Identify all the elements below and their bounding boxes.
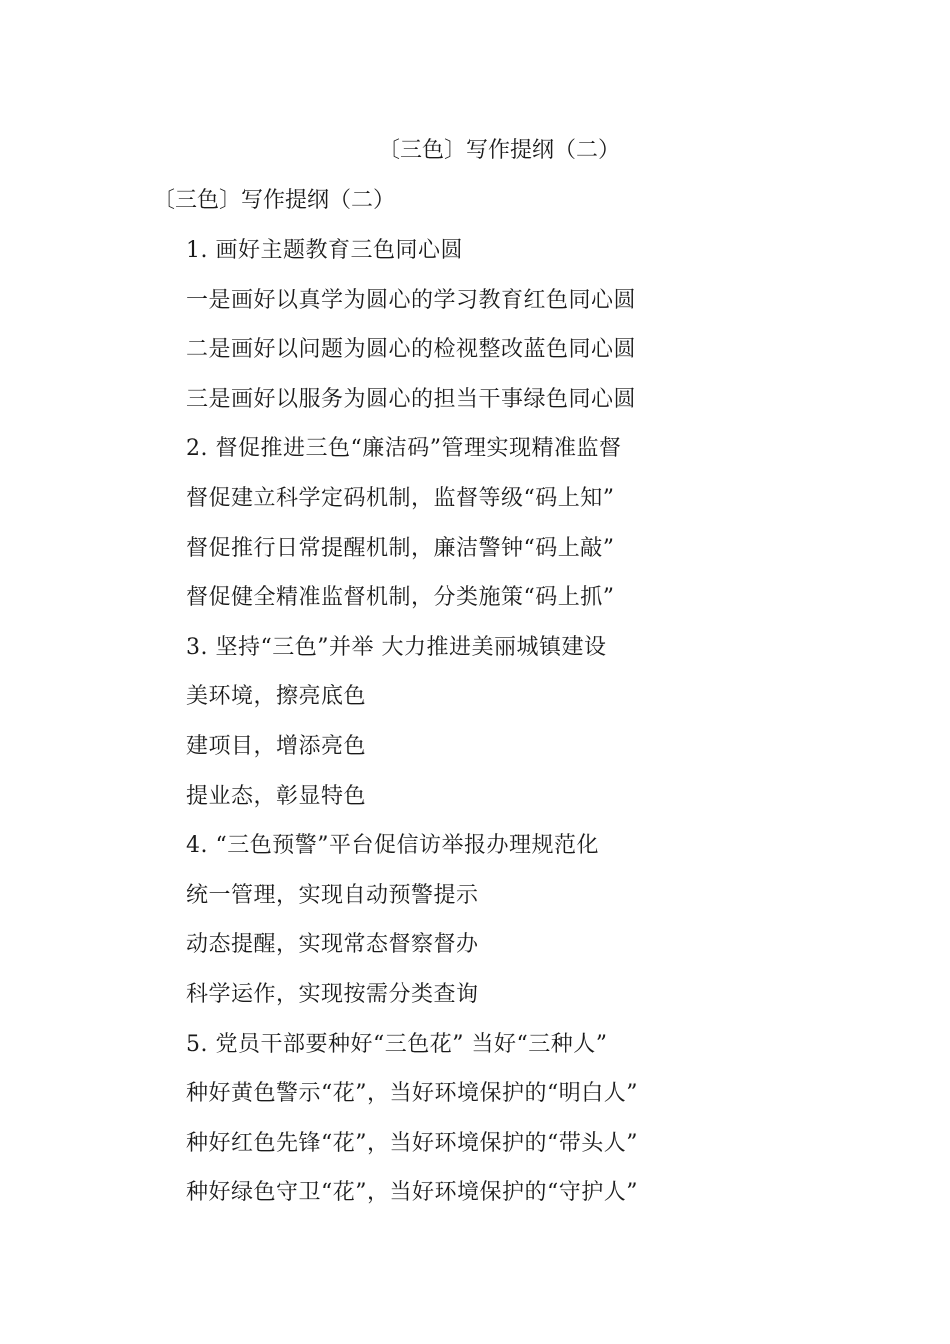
outline-line: 4. “三色预警”平台促信访举报办理规范化 bbox=[186, 833, 599, 859]
outline-line: 种好绿色守卫“花”，当好环境保护的“守护人” bbox=[186, 1180, 638, 1206]
document-subtitle: 〔三色〕写作提纲（二） bbox=[153, 188, 396, 213]
outline-line: 种好黄色警示“花”，当好环境保护的“明白人” bbox=[186, 1081, 638, 1107]
outline-line: 督促推行日常提醒机制，廉洁警钟“码上敲” bbox=[186, 535, 615, 561]
outline-line: 统一管理，实现自动预警提示 bbox=[186, 882, 479, 908]
outline-line: 种好红色先锋“花”，当好环境保护的“带头人” bbox=[186, 1130, 638, 1156]
outline-line: 美环境，擦亮底色 bbox=[186, 684, 367, 710]
document-title: 〔三色〕写作提纲（二） bbox=[377, 138, 620, 163]
outline-line: 动态提醒，实现常态督察督办 bbox=[186, 932, 479, 958]
outline-line: 5. 党员干部要种好“三色花” 当好“三种人” bbox=[186, 1031, 608, 1057]
outline-line: 督促建立科学定码机制，监督等级“码上知” bbox=[186, 485, 615, 511]
outline-line: 科学运作，实现按需分类查询 bbox=[186, 981, 479, 1007]
outline-line: 一是画好以真学为圆心的学习教育红色同心圆 bbox=[186, 287, 637, 313]
outline-line: 提业态，彰显特色 bbox=[186, 783, 367, 809]
outline-list bbox=[186, 233, 638, 1225]
outline-line: 建项目，增添亮色 bbox=[186, 733, 367, 759]
outline-line: 1. 画好主题教育三色同心圆 bbox=[186, 238, 463, 263]
outline-line: 2. 督促推进三色“廉洁码”管理实现精准监督 bbox=[186, 436, 622, 462]
outline-line: 督促健全精准监督机制，分类施策“码上抓” bbox=[186, 585, 615, 611]
outline-line: 三是画好以服务为圆心的担当干事绿色同心圆 bbox=[186, 386, 637, 412]
outline-line: 二是画好以问题为圆心的检视整改蓝色同心圆 bbox=[186, 337, 637, 363]
outline-line: 3. 坚持“三色”并举 大力推进美丽城镇建设 bbox=[186, 634, 607, 660]
